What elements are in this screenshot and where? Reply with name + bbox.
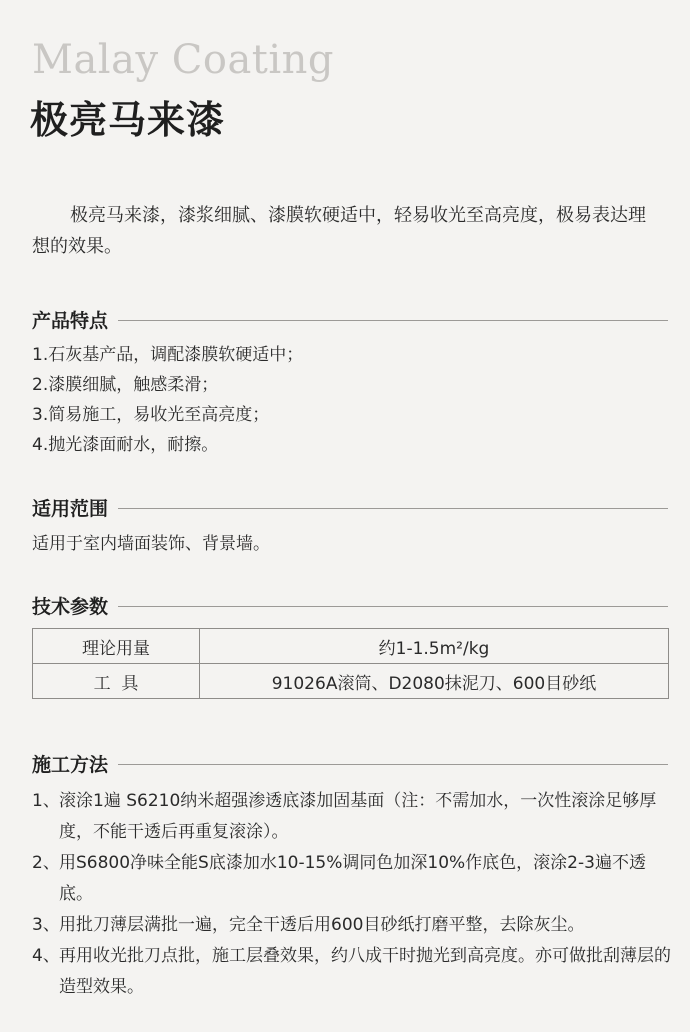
scope-heading: 适用范围 (32, 498, 109, 520)
feature-item: 4.抛光漆面耐水，耐擦。 (32, 435, 219, 455)
method-heading: 施工方法 (32, 754, 109, 776)
features-section-header (32, 306, 668, 333)
scope-section-header (32, 494, 668, 521)
section-divider (118, 320, 668, 321)
method-steps-list (32, 786, 672, 1003)
features-list (32, 340, 662, 460)
section-divider (118, 508, 668, 509)
feature-item: 3.简易施工，易收光至高亮度； (32, 405, 270, 425)
step-text: 再用收光批刀点批，施工层叠效果，约八成干时抛光到高亮度。亦可做批刮薄层的造型效果。 (59, 946, 671, 997)
scope-text: 适用于室内墙面装饰、背景墙。 (32, 534, 270, 554)
table-row (33, 629, 669, 664)
param-key: 工 具 (33, 664, 200, 699)
list-item (32, 910, 672, 941)
features-heading: 产品特点 (32, 310, 109, 332)
feature-item: 2.漆膜细腻，触感柔滑； (32, 375, 219, 395)
brand-name: Malay Coating (32, 37, 335, 83)
tech-heading: 技术参数 (32, 596, 109, 618)
method-section-header (32, 750, 668, 777)
section-divider (118, 606, 668, 607)
step-number: 1、 (32, 791, 60, 811)
step-text: 滚涂1遍 S6210纳米超强渗透底漆加固基面（注：不需加水，一次性滚涂足够厚度，不能干透后再重复滚涂）。 (59, 791, 657, 842)
param-value: 约1-1.5m²/kg (200, 629, 669, 664)
feature-item: 1.石灰基产品，调配漆膜软硬适中； (32, 345, 304, 365)
tech-section-header (32, 592, 668, 619)
tech-params-table (32, 628, 669, 699)
step-text: 用批刀薄层满批一遍，完全干透后用600目砂纸打磨平整，去除灰尘。 (59, 915, 585, 935)
page-title: 极亮马来漆 (30, 98, 226, 142)
step-number: 2、 (32, 853, 60, 873)
table-row (33, 664, 669, 699)
list-item (32, 941, 672, 1003)
param-key: 理论用量 (33, 629, 200, 664)
section-divider (118, 764, 668, 765)
step-number: 4、 (32, 946, 60, 966)
step-number: 3、 (32, 915, 60, 935)
list-item (32, 848, 672, 910)
intro-paragraph: 极亮马来漆，漆浆细腻、漆膜软硬适中，轻易收光至高亮度，极易表达理想的效果。 (32, 205, 646, 257)
step-text: 用S6800净味全能S底漆加水10-15%调同色加深10%作底色，滚涂2-3遍不透底。 (59, 853, 646, 904)
list-item (32, 786, 672, 848)
param-value: 91026A滚筒、D2080抹泥刀、600目砂纸 (200, 664, 669, 699)
